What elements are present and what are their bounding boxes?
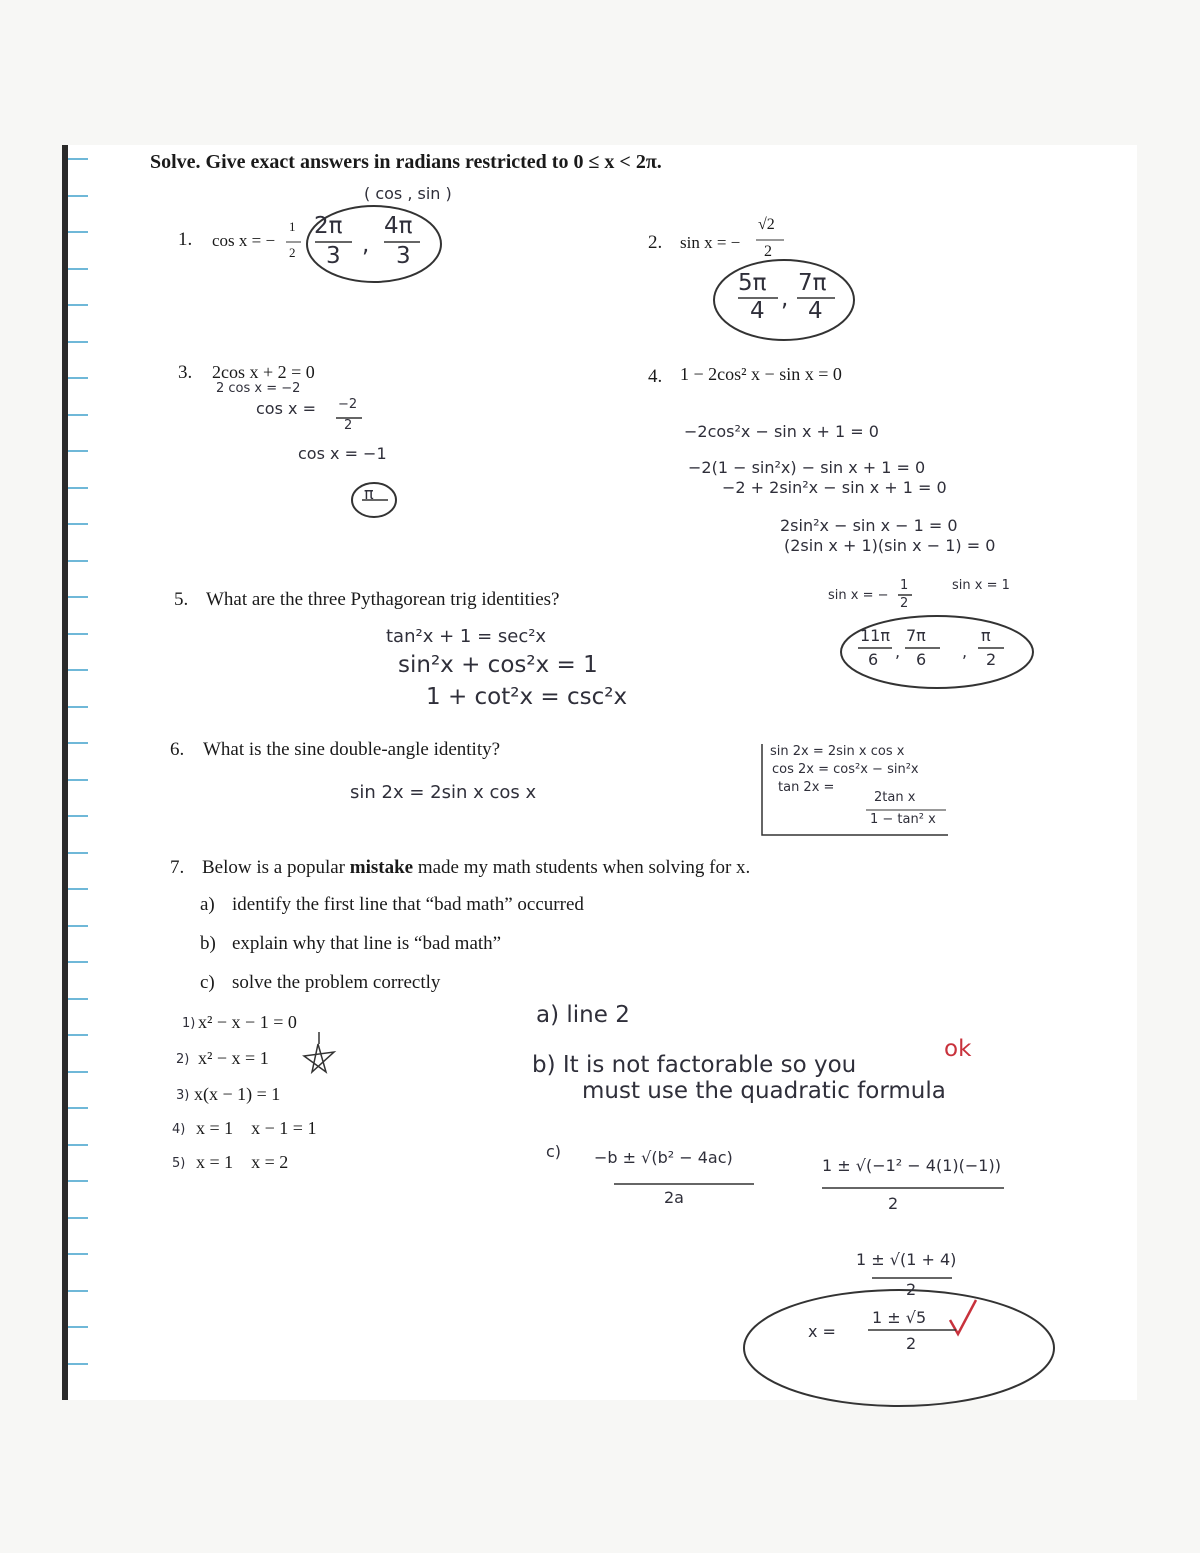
reference-cos2x: cos 2x = cos²x − sin²x <box>772 762 919 777</box>
q7-answer-a: a) line 2 <box>536 1002 630 1028</box>
step-2-equation: x² − x = 1 <box>198 1048 269 1068</box>
q7-part-c-label: c) <box>200 972 215 993</box>
q3-work-2: cos x = <box>256 399 316 418</box>
q5-number: 5. <box>174 589 189 610</box>
q3-work-frac-num: −2 <box>338 397 358 412</box>
q7-part-a-text: identify the first line that “bad math” occurred <box>232 894 584 915</box>
q4-answer-3-num: π <box>981 626 991 645</box>
reference-tan2x: tan 2x = <box>778 780 835 795</box>
reference-sin2x: sin 2x = 2sin x cos x <box>770 744 905 759</box>
q6-answer: sin 2x = 2sin x cos x <box>350 782 537 803</box>
q2-answer-1-den: 4 <box>750 298 765 324</box>
q1-frac-num: 1 <box>289 219 296 234</box>
step-4-number: 4) <box>172 1122 186 1137</box>
q1-answer-2-num: 4π <box>384 213 413 239</box>
q2-frac-den: 2 <box>764 243 772 260</box>
q2-equation: sin x = − <box>680 233 741 252</box>
reference-tan2x-num: 2tan x <box>874 790 916 805</box>
q3-equation: 2cos x + 2 = 0 <box>212 362 315 382</box>
q1-cos-sin-note: ( cos , sin ) <box>364 184 452 203</box>
step-4-equation: x = 1 x − 1 = 1 <box>196 1118 317 1138</box>
substitution-2-den: 2 <box>906 1280 917 1299</box>
q6-question: What is the sine double-angle identity? <box>203 739 501 760</box>
q4-answer-1-den: 6 <box>868 650 879 669</box>
substitution-1-den: 2 <box>888 1194 899 1213</box>
final-answer-lhs: x = <box>808 1322 836 1341</box>
star-mark <box>304 1044 334 1072</box>
q4-work-1: −2cos²x − sin x + 1 = 0 <box>684 422 879 441</box>
q4-work-frac-den: 2 <box>900 596 909 611</box>
q5-question: What are the three Pythagorean trig identities? <box>206 589 560 610</box>
substitution-2-num: 1 ± √(1 + 4) <box>856 1250 957 1269</box>
q2-answer-sep: , <box>781 286 789 312</box>
q3-work-1: 2 cos x = −2 <box>216 381 301 396</box>
q2-number: 2. <box>648 232 663 253</box>
q4-work-5: (2sin x + 1)(sin x − 1) = 0 <box>784 536 996 555</box>
q4-answer-1-num: 11π <box>860 626 890 645</box>
q4-equation: 1 − 2cos² x − sin x = 0 <box>680 364 842 384</box>
q4-answer-2-num: 7π <box>906 626 926 645</box>
q6-number: 6. <box>170 739 185 760</box>
q4-work-4: 2sin²x − sin x − 1 = 0 <box>780 516 958 535</box>
step-5-number: 5) <box>172 1156 186 1171</box>
q7-part-b-label: b) <box>200 933 216 954</box>
q7-answer-c-label: c) <box>546 1142 562 1161</box>
q1-answer-1-den: 3 <box>326 243 341 269</box>
step-5-equation: x = 1 x = 2 <box>196 1152 289 1172</box>
q5-identity-1: tan²x + 1 = sec²x <box>386 626 547 647</box>
q4-work-7: sin x = 1 <box>952 578 1010 593</box>
q2-answer-2-num: 7π <box>798 270 827 296</box>
q7-question: Below is a popular mistake made my math students when solving for x. <box>202 857 751 878</box>
q3-number: 3. <box>178 362 193 383</box>
reference-tan2x-den: 1 − tan² x <box>870 812 936 827</box>
step-1-number: 1) <box>182 1016 196 1031</box>
q2-frac-num: √2 <box>758 216 775 233</box>
q7-part-c-text: solve the problem correctly <box>232 972 441 993</box>
q1-frac-den: 2 <box>289 245 296 260</box>
q4-work-3: −2 + 2sin²x − sin x + 1 = 0 <box>722 478 947 497</box>
q4-answer-sep-2: , <box>962 642 968 661</box>
q4-answer-2-den: 6 <box>916 650 927 669</box>
q4-work-frac-num: 1 <box>900 578 909 593</box>
final-answer-den: 2 <box>906 1334 917 1353</box>
q4-number: 4. <box>648 366 663 387</box>
q1-answer-2-den: 3 <box>396 243 411 269</box>
q1-answer-sep: , <box>362 232 370 258</box>
q5-identity-3: 1 + cot²x = csc²x <box>426 684 628 710</box>
quadratic-formula-den: 2a <box>664 1188 684 1207</box>
teacher-ok-note: ok <box>944 1036 972 1062</box>
quadratic-formula-num: −b ± √(b² − 4ac) <box>594 1148 733 1167</box>
q5-identity-2: sin²x + cos²x = 1 <box>398 652 598 678</box>
q2-answer-1-num: 5π <box>738 270 767 296</box>
q1-number: 1. <box>178 229 193 250</box>
q4-work-6: sin x = − <box>828 588 889 603</box>
q4-answer-sep-1: , <box>895 642 901 661</box>
step-1-equation: x² − x − 1 = 0 <box>198 1012 297 1032</box>
q7-answer-b-line-2: must use the quadratic formula <box>582 1078 946 1104</box>
q7-part-a-label: a) <box>200 894 215 915</box>
final-answer-num: 1 ± √5 <box>872 1308 927 1327</box>
q2-answer-2-den: 4 <box>808 298 823 324</box>
step-3-equation: x(x − 1) = 1 <box>194 1084 281 1104</box>
q4-work-2: −2(1 − sin²x) − sin x + 1 = 0 <box>688 458 926 477</box>
q7-number: 7. <box>170 857 185 878</box>
q7-answer-b-line-1: b) It is not factorable so you <box>532 1052 857 1078</box>
substitution-1-num: 1 ± √(−1² − 4(1)(−1)) <box>822 1156 1001 1175</box>
q3-work-frac-den: 2 <box>344 418 353 433</box>
q3-work-3: cos x = −1 <box>298 444 387 463</box>
q4-answer-3-den: 2 <box>986 650 997 669</box>
step-3-number: 3) <box>176 1088 190 1103</box>
instruction-heading: Solve. Give exact answers in radians restricted to 0 ≤ x < 2π. <box>150 151 662 173</box>
q7-part-b-text: explain why that line is “bad math” <box>232 933 502 954</box>
step-2-number: 2) <box>176 1052 190 1067</box>
red-checkmark <box>950 1300 976 1334</box>
q3-answer: π <box>364 484 374 503</box>
q1-answer-1-num: 2π <box>314 213 343 239</box>
q1-equation: cos x = − <box>212 231 276 250</box>
